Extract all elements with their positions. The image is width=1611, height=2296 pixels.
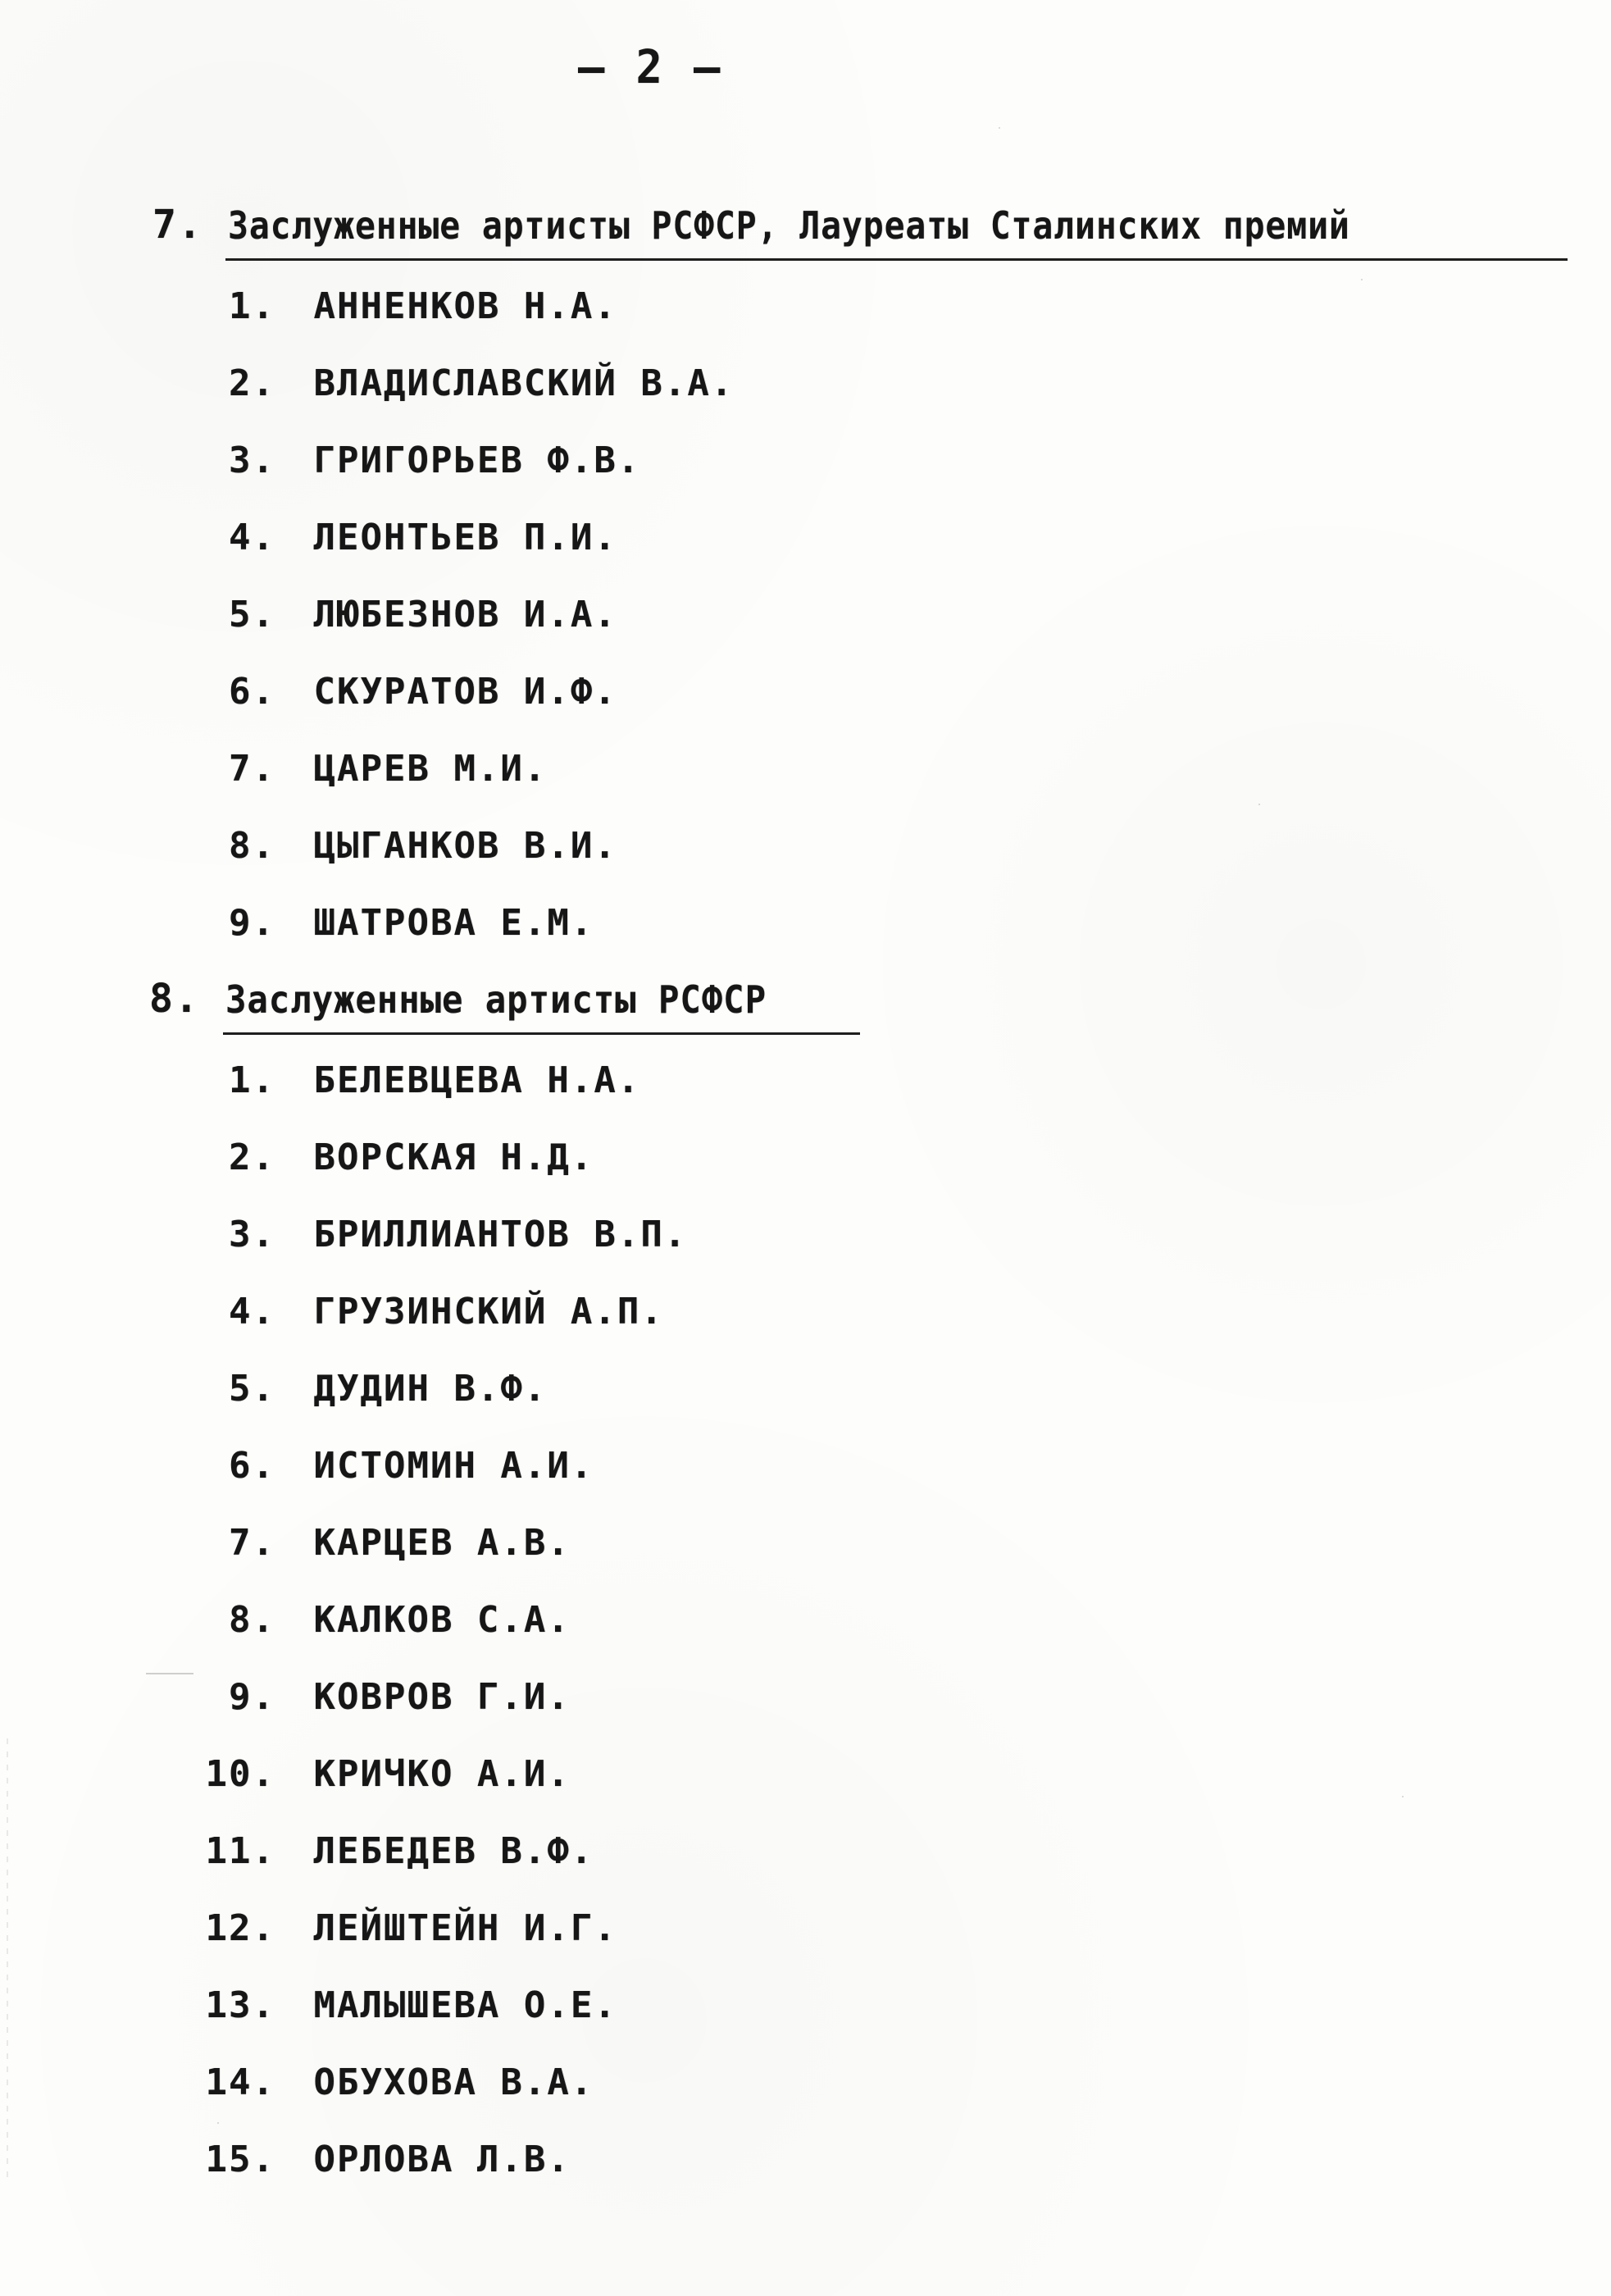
list-item-number: 5.	[229, 1368, 275, 1410]
list-item-name: БРИЛЛИАНТОВ В.П.	[313, 1214, 688, 1255]
list-item-name: КАЛКОВ С.А.	[313, 1599, 571, 1641]
list-item-number: 12.	[205, 1907, 275, 1949]
list-item	[198, 517, 617, 558]
section-number: 7.	[152, 202, 203, 248]
list-item-number: 8.	[229, 1599, 275, 1641]
list-item	[198, 1676, 571, 1718]
list-item	[198, 1445, 594, 1487]
paper-speck	[217, 2122, 219, 2124]
list-item-number: 6.	[229, 1445, 275, 1487]
list-item-name: ИСТОМИН А.И.	[313, 1445, 594, 1487]
list-item	[198, 440, 640, 481]
list-item	[198, 1907, 617, 1949]
list-item-name: КРИЧКО А.И.	[313, 1753, 571, 1795]
list-item-number: 6.	[229, 671, 275, 713]
section-title: Заслуженные артисты РСФСР, Лауреаты Сталинских премий	[228, 203, 1350, 248]
paper-speck	[1258, 804, 1260, 805]
list-item-number: 5.	[229, 594, 275, 636]
list-item-name: ОРЛОВА Л.В.	[313, 2139, 571, 2180]
list-item	[198, 1137, 594, 1178]
list-item-name: ЛЕБЕДЕВ В.Ф.	[313, 1830, 594, 1872]
list-item-number: 2.	[229, 1137, 275, 1178]
list-item-number: 7.	[229, 1522, 275, 1564]
left-margin-marks	[7, 1738, 8, 2181]
list-item	[198, 902, 594, 944]
list-item	[198, 1753, 571, 1795]
list-item	[198, 1368, 547, 1410]
list-item-name: ЛЕЙШТЕЙН И.Г.	[313, 1907, 617, 1949]
list-item-name: ЛЕОНТЬЕВ П.И.	[313, 517, 617, 558]
paper-speck	[1402, 1796, 1404, 1797]
list-item-number: 1.	[229, 285, 275, 327]
list-item-number: 15.	[205, 2139, 275, 2180]
list-item	[198, 1522, 571, 1564]
list-item-number: 4.	[229, 517, 275, 558]
list-item-number: 8.	[229, 825, 275, 867]
list-item	[198, 1830, 594, 1872]
list-item-name: МАЛЫШЕВА О.Е.	[313, 1984, 617, 2026]
list-item	[198, 2061, 594, 2103]
list-item-name: ОБУХОВА В.А.	[313, 2061, 594, 2103]
section-title-underline	[223, 1032, 860, 1035]
list-item-name: ЦЫГАНКОВ В.И.	[313, 825, 617, 867]
list-item-name: АННЕНКОВ Н.А.	[313, 285, 617, 327]
list-item-number: 9.	[229, 902, 275, 944]
list-item-name: ЛЮБЕЗНОВ И.А.	[313, 594, 617, 636]
list-item	[198, 1599, 571, 1641]
list-item-number: 13.	[205, 1984, 275, 2026]
list-item-number: 10.	[205, 1753, 275, 1795]
list-item-name: ГРИГОРЬЕВ Ф.В.	[313, 440, 641, 481]
list-item	[198, 1291, 664, 1332]
list-item-number: 2.	[229, 362, 275, 404]
list-item-number: 3.	[229, 440, 275, 481]
list-item-name: БЕЛЕВЦЕВА Н.А.	[313, 1059, 641, 1101]
list-item-number: 11.	[205, 1830, 275, 1872]
list-item-name: ЦАРЕВ М.И.	[313, 748, 548, 790]
list-item-name: КОВРОВ Г.И.	[313, 1676, 571, 1718]
list-item-number: 7.	[229, 748, 275, 790]
list-item-name: ГРУЗИНСКИЙ А.П.	[313, 1291, 664, 1332]
list-item	[198, 2139, 571, 2180]
list-item-number: 14.	[205, 2061, 275, 2103]
list-item	[198, 362, 734, 404]
margin-dash-mark	[146, 1673, 193, 1674]
list-item-name: СКУРАТОВ И.Ф.	[313, 671, 617, 713]
list-item	[198, 1984, 617, 2026]
list-item	[198, 748, 547, 790]
list-item	[198, 671, 617, 713]
paper-speck	[999, 127, 1000, 129]
list-item	[198, 1059, 640, 1101]
list-item-number: 1.	[229, 1059, 275, 1101]
list-item	[198, 285, 617, 327]
list-item-number: 3.	[229, 1214, 275, 1255]
list-item-name: КАРЦЕВ А.В.	[313, 1522, 571, 1564]
list-item	[198, 1214, 687, 1255]
section-number: 8.	[149, 976, 200, 1022]
section-title: Заслуженные артисты РСФСР	[225, 977, 767, 1022]
list-item-number: 4.	[229, 1291, 275, 1332]
list-item	[198, 825, 617, 867]
list-item-name: ВЛАДИСЛАВСКИЙ В.А.	[313, 362, 735, 404]
list-item-name: ШАТРОВА Е.М.	[313, 902, 594, 944]
page-number: – 2 –	[578, 41, 723, 94]
list-item-name: ВОРСКАЯ Н.Д.	[313, 1137, 594, 1178]
paper-speck	[1361, 279, 1363, 280]
list-item-name: ДУДИН В.Ф.	[313, 1368, 548, 1410]
list-item	[198, 594, 617, 636]
section-title-underline	[225, 258, 1568, 261]
list-item-number: 9.	[229, 1676, 275, 1718]
